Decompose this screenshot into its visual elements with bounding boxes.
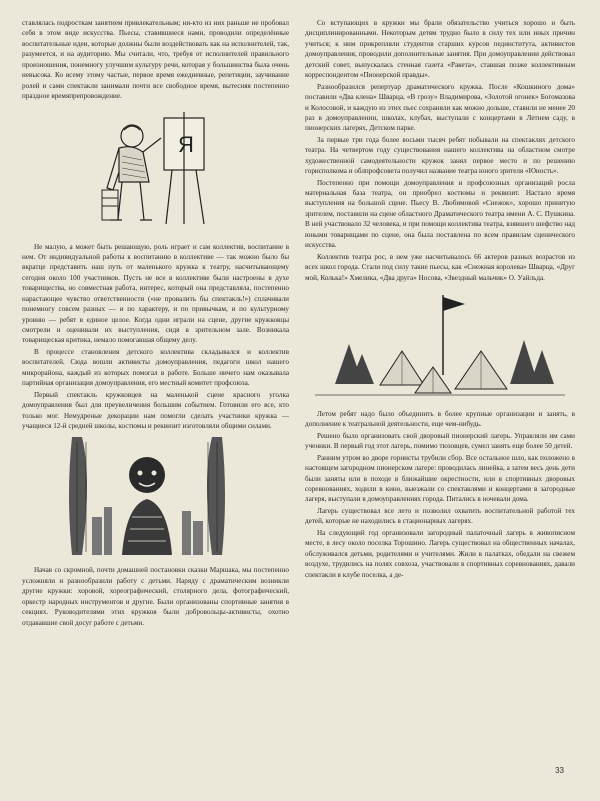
text-paragraph: ставлялась подросткам занятием привлекательным; ни-кто из них раньше не пробовал себя в этом виде искусства. Пьесы, ставившиеся нами, проводили определённые воспитательные идеи, которые должны были воздействовать как на исполнителей, так, разумеется, и на аудиторию. Мы считали, что, требуя от исполнителей правильного произношения, понемногу улучшим культуру речи, которая у большинства была очень невысока. Ко всему этому частые, первое время ежедневные, репетиции, заучивание ролей и сами спектакли занимали почти все свободное время, вытесняя постепенно праздное времяпрепровождение. [22, 19, 289, 101]
text-paragraph: Коллектив театра рос, в нем уже насчитывалось 66 актеров разных возрастов из всех школ города. Стали под силу такие пьесы, как «Снежная королева» Шварца, «Друг мой, Колька!» Хмелика, «Два друга» Носова, «Звездный мальчик» О. Уайльда. [305, 252, 575, 282]
text-paragraph: Первый спектакль кружковцев на маленькой сцене красного уголка домоуправления был для преувеличения большим событием. Готовили его все, кто только мог. Немудреные декорации нам помогли сделать участники кружка — учащиеся 12-й средней школы, костюмы и реквизит изготовляли общими силами. [22, 390, 289, 430]
child-painter-drawing [22, 108, 289, 234]
left-column [22, 18, 289, 629]
text-paragraph: За первые три года более восьми тысяч ребят побывали на спектаклях детского театра. На четвертом году существования нашего коллектива на областном смотре художественной самодеятельности кружок занял первое место и по решению горисполкома и облпрофсовета получил название театра юного зрителя «Юность». [305, 135, 575, 176]
text-paragraph: Решено было организовать свой дворовый пионерский лагерь. Управляли им сами ученики. В первый год этот лагерь, помимо тюзовцев, сумел занять еще более 50 детей. [305, 431, 575, 451]
text-paragraph: Лагерь существовал все лето и позволил охватить воспитательной работой тех детей, которые не находились в стационарных лагерях. [305, 506, 575, 526]
easel-letter: Я [178, 131, 194, 157]
text-paragraph: Постепенно при помощи домоуправления и профсоюзных организаций росла материальная база театра, он приобрел костюмы и реквизит. Настало время выступления на большой сцене. Пьесу В. Любимовой «Снежок», хорошо принятую зрителем, поставили на сцене областного Драматического театра имени А. С. Пушкина. В ней участвовало 32 человека, и при помощи коллектива театра, взявшего шефство над юными товарищами по сцене, она была поставлена по всем правилам сценического искусства. [305, 178, 575, 250]
stage-child-drawing [22, 437, 289, 557]
text-paragraph: Не малую, а может быть решающую, роль играет и сам коллектив, воспитание в нем. От индивидуальной работы к воспитанию в коллективе — так можно было бы вкратце представить наш путь от маленького кружка к театру, насчитывающему сегодня около 100 участников. Пусть не все в коллективе были настроены в духе товарищества, но совместная работа, интерес, который она представляла, постепенно нарастающее чувство ответственности («не провалить бы спектакль!») сплачивали понемногу совсем разных — и по характеру, и по привычкам, и по культурному уровню — ребят в единое целое. Когда одни играли на сцене, другие кружковцы смотрели и оценивали их выступления, сидя в зрительном зале. Возникала товарищеская критика, немало помогавшая общему делу. [22, 242, 289, 345]
illustration-camp [305, 289, 575, 401]
text-paragraph: Начав со скромной, почти домашней постановки сказки Маршака, мы постепенно усложняли и разнообразили работу с детьми. Наряду с драматическим возникли другие кружки: хоровой, хореографический, столярного дела, фотографический, оркестр народных инструментов и другие. Были организованы спортивные занятия в секциях. Руководителями этих кружков были добровольцы-активисты, охотно отдававшие свой досуг работе с детьми. [22, 566, 289, 627]
camp-drawing [305, 289, 575, 401]
text-paragraph: Летом ребят надо было объединить в более крупные организации и занять, в дополнение к театральной деятельности, еще чем-нибудь. [305, 409, 575, 429]
text-paragraph: Со вступающих в кружки мы брали обязательство учиться хорошо и быть дисциплинированными. Некоторым детям трудно было в силу тех или иных причин учиться; к ним прикрепляли студентов старших курсов пединститута, активистов домоуправления, проводили дополнительные занятия. При домоуправлении действовал детский совет, выпускалась стенная газета «Ракета», ставшая позже коллективным корреспондентом «Пионерской правды». [305, 19, 575, 80]
page-number: 33 [555, 766, 564, 775]
illustration-child-painter [22, 108, 289, 234]
text-paragraph: Разнообразился репертуар драматического кружка. После «Кошкиного дома» поставили «Два клена» Шварца, «В грозу» Владимирова, «Золотой огонек» Богомазова и Колосовой, и каждую из этих пьес сохраняли как можно дольше, ставили не менее 20 раз в домоуправлении, школах, клубах, выступали с концертами в Летнем саду, в пионерских лагерях, Детском парке. [305, 82, 575, 133]
illustration-stage-child [22, 437, 289, 557]
flag [443, 297, 465, 311]
text-paragraph: В процессе становления детского коллектива складывался и коллектив воспитателей. Сюда вошли активисты домоуправления, педагоги школ нашего микрорайона, каждый из которых помогал в работе. Больше ничего нам оказывала партийная организация домоуправления, его местный комитет профсоюза. [22, 347, 289, 388]
text-paragraph: Ранним утром во дворе горнисты трубили сбор. Все остальное шло, как положено в настоящем загородном пионерском лагере: проводилась линейка, а затем весь день дети были заняты или в походе в ближайшие окрестности, или в спортивных дворовых соревнованиях, ходили в кино, выезжали со спектаклями и концертами в загородные лагеря, выступали в домоуправлениях города. Питались в ночевали дома. [305, 453, 575, 504]
right-column [305, 18, 575, 581]
text-paragraph: На следующий год организовали загородный палаточный лагерь в живописном месте, в лесу около поселка Торошино. Лагерь существовал на общественных началах, обслуживался детьми, родителями и учителями. Жили в палатках, обедали на свежем воздухе, трудились на полях совхоза, участвовали в спортивных соревнованиях, давали спектакли в клубе поселка, а де- [305, 528, 575, 579]
